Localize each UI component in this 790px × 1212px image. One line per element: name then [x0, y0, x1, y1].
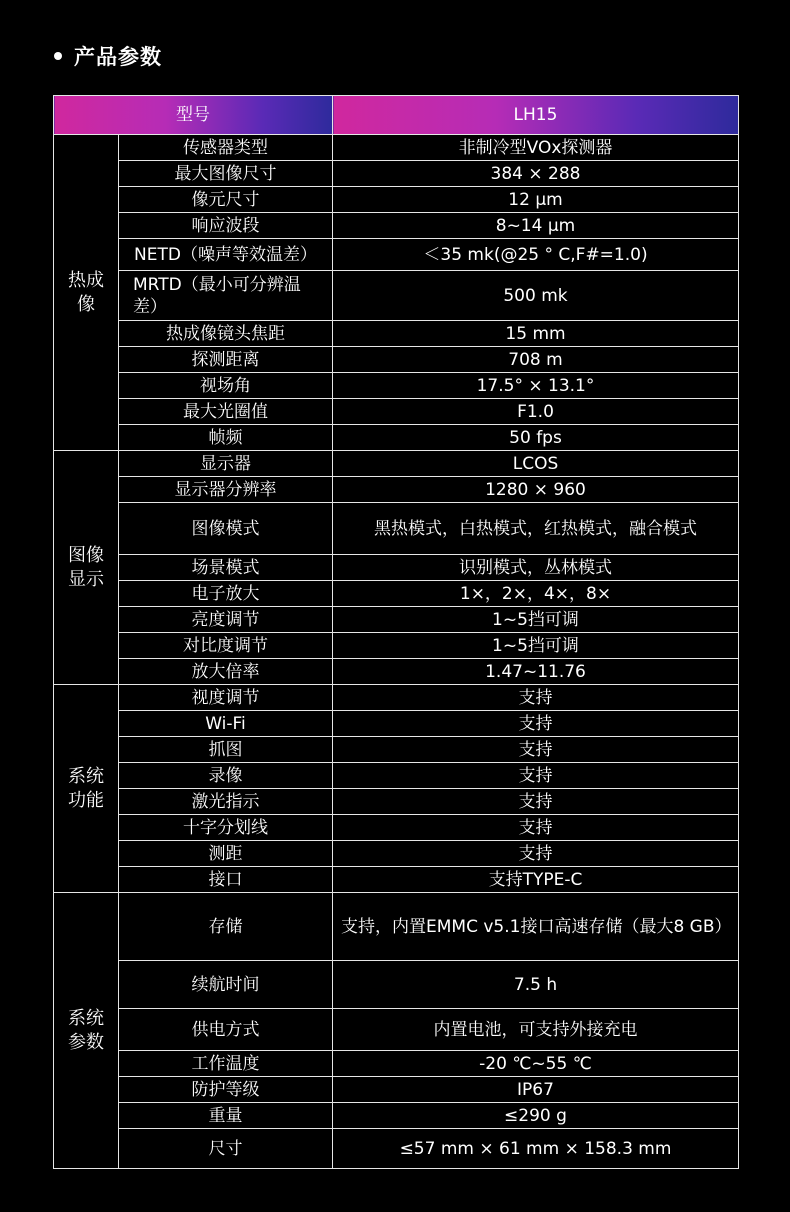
- param-value: 384 × 288: [333, 161, 739, 187]
- param-value: ＜35 mk(@25 ° C,F#=1.0): [333, 239, 739, 271]
- table-row: [54, 789, 739, 815]
- param-value: 7.5 h: [333, 961, 739, 1009]
- table-row: [54, 711, 739, 737]
- param-name: 场景模式: [119, 555, 333, 581]
- table-row: [54, 659, 739, 685]
- table-row: [54, 685, 739, 711]
- table-row: [54, 451, 739, 477]
- table-row: [54, 737, 739, 763]
- group-label: 图像显示: [54, 451, 119, 685]
- param-value: 1×，2×，4×，8×: [333, 581, 739, 607]
- param-value: 支持: [333, 841, 739, 867]
- table-row: [54, 503, 739, 555]
- table-row: [54, 347, 739, 373]
- param-value: 支持: [333, 763, 739, 789]
- param-value: IP67: [333, 1077, 739, 1103]
- param-name: 十字分划线: [119, 815, 333, 841]
- param-name: 录像: [119, 763, 333, 789]
- param-name: 对比度调节: [119, 633, 333, 659]
- param-value: ≤290 g: [333, 1103, 739, 1129]
- param-value: 支持TYPE-C: [333, 867, 739, 893]
- param-value: 内置电池，可支持外接充电: [333, 1009, 739, 1051]
- table-row: [54, 271, 739, 321]
- param-value: 12 μm: [333, 187, 739, 213]
- table-row: [54, 841, 739, 867]
- param-name: 视度调节: [119, 685, 333, 711]
- param-name: 尺寸: [119, 1129, 333, 1169]
- param-value: 8~14 μm: [333, 213, 739, 239]
- param-name: 显示器: [119, 451, 333, 477]
- table-row: [54, 135, 739, 161]
- table-row: [54, 1103, 739, 1129]
- section-heading: [54, 38, 162, 74]
- param-name: MRTD（最小可分辨温差）: [119, 271, 333, 321]
- table-row: [54, 581, 739, 607]
- group-label: 热成像: [54, 135, 119, 451]
- param-value: 非制冷型VOx探测器: [333, 135, 739, 161]
- param-value: 1~5挡可调: [333, 633, 739, 659]
- param-name: 测距: [119, 841, 333, 867]
- param-name: 帧频: [119, 425, 333, 451]
- param-name: 放大倍率: [119, 659, 333, 685]
- param-value: 黑热模式，白热模式，红热模式，融合模式: [333, 503, 739, 555]
- param-value: 支持: [333, 789, 739, 815]
- table-row: [54, 161, 739, 187]
- table-row: [54, 373, 739, 399]
- param-value: 支持: [333, 737, 739, 763]
- param-name: 防护等级: [119, 1077, 333, 1103]
- param-value: 识别模式，丛林模式: [333, 555, 739, 581]
- section-title: 产品参数: [74, 45, 162, 69]
- param-name: 激光指示: [119, 789, 333, 815]
- param-name: 热成像镜头焦距: [119, 321, 333, 347]
- bullet-icon: [54, 52, 62, 60]
- param-name: 探测距离: [119, 347, 333, 373]
- param-value: 支持，内置EMMC v5.1接口高速存储（最大8 GB）: [333, 893, 739, 961]
- table-row: [54, 1077, 739, 1103]
- table-header-row: [54, 96, 739, 135]
- table-row: [54, 477, 739, 503]
- param-name: 工作温度: [119, 1051, 333, 1077]
- param-name: 视场角: [119, 373, 333, 399]
- group-label: 系统功能: [54, 685, 119, 893]
- table-row: [54, 1051, 739, 1077]
- param-name: 续航时间: [119, 961, 333, 1009]
- param-name: 供电方式: [119, 1009, 333, 1051]
- spec-table: [53, 95, 739, 1169]
- param-name: 最大光圈值: [119, 399, 333, 425]
- table-row: [54, 815, 739, 841]
- table-row: [54, 187, 739, 213]
- table-row: [54, 321, 739, 347]
- param-value: LCOS: [333, 451, 739, 477]
- table-row: [54, 425, 739, 451]
- param-value: 1~5挡可调: [333, 607, 739, 633]
- param-name: NETD（噪声等效温差）: [119, 239, 333, 271]
- param-name: Wi-Fi: [119, 711, 333, 737]
- param-value: -20 ℃~55 ℃: [333, 1051, 739, 1077]
- param-name: 重量: [119, 1103, 333, 1129]
- param-name: 接口: [119, 867, 333, 893]
- param-value: 支持: [333, 685, 739, 711]
- param-name: 存储: [119, 893, 333, 961]
- param-value: 支持: [333, 711, 739, 737]
- param-value: 1.47~11.76: [333, 659, 739, 685]
- table-row: [54, 961, 739, 1009]
- param-value: F1.0: [333, 399, 739, 425]
- param-value: ≤57 mm × 61 mm × 158.3 mm: [333, 1129, 739, 1169]
- table-row: [54, 893, 739, 961]
- param-name: 抓图: [119, 737, 333, 763]
- param-value: 15 mm: [333, 321, 739, 347]
- table-row: [54, 1009, 739, 1051]
- param-value: 708 m: [333, 347, 739, 373]
- param-name: 亮度调节: [119, 607, 333, 633]
- param-name: 响应波段: [119, 213, 333, 239]
- table-row: [54, 399, 739, 425]
- param-name: 最大图像尺寸: [119, 161, 333, 187]
- model-label: 型号: [54, 96, 333, 135]
- param-value: 1280 × 960: [333, 477, 739, 503]
- param-name: 像元尺寸: [119, 187, 333, 213]
- table-row: [54, 213, 739, 239]
- param-value: 17.5° × 13.1°: [333, 373, 739, 399]
- param-name: 图像模式: [119, 503, 333, 555]
- table-row: [54, 239, 739, 271]
- group-label: 系统参数: [54, 893, 119, 1169]
- table-row: [54, 555, 739, 581]
- param-value: 500 mk: [333, 271, 739, 321]
- table-row: [54, 763, 739, 789]
- param-value: 50 fps: [333, 425, 739, 451]
- param-name: 显示器分辨率: [119, 477, 333, 503]
- model-value: LH15: [333, 96, 739, 135]
- table-row: [54, 633, 739, 659]
- spec-table-body: [54, 135, 739, 1169]
- table-row: [54, 1129, 739, 1169]
- table-row: [54, 607, 739, 633]
- param-name: 传感器类型: [119, 135, 333, 161]
- param-value: 支持: [333, 815, 739, 841]
- table-row: [54, 867, 739, 893]
- param-name: 电子放大: [119, 581, 333, 607]
